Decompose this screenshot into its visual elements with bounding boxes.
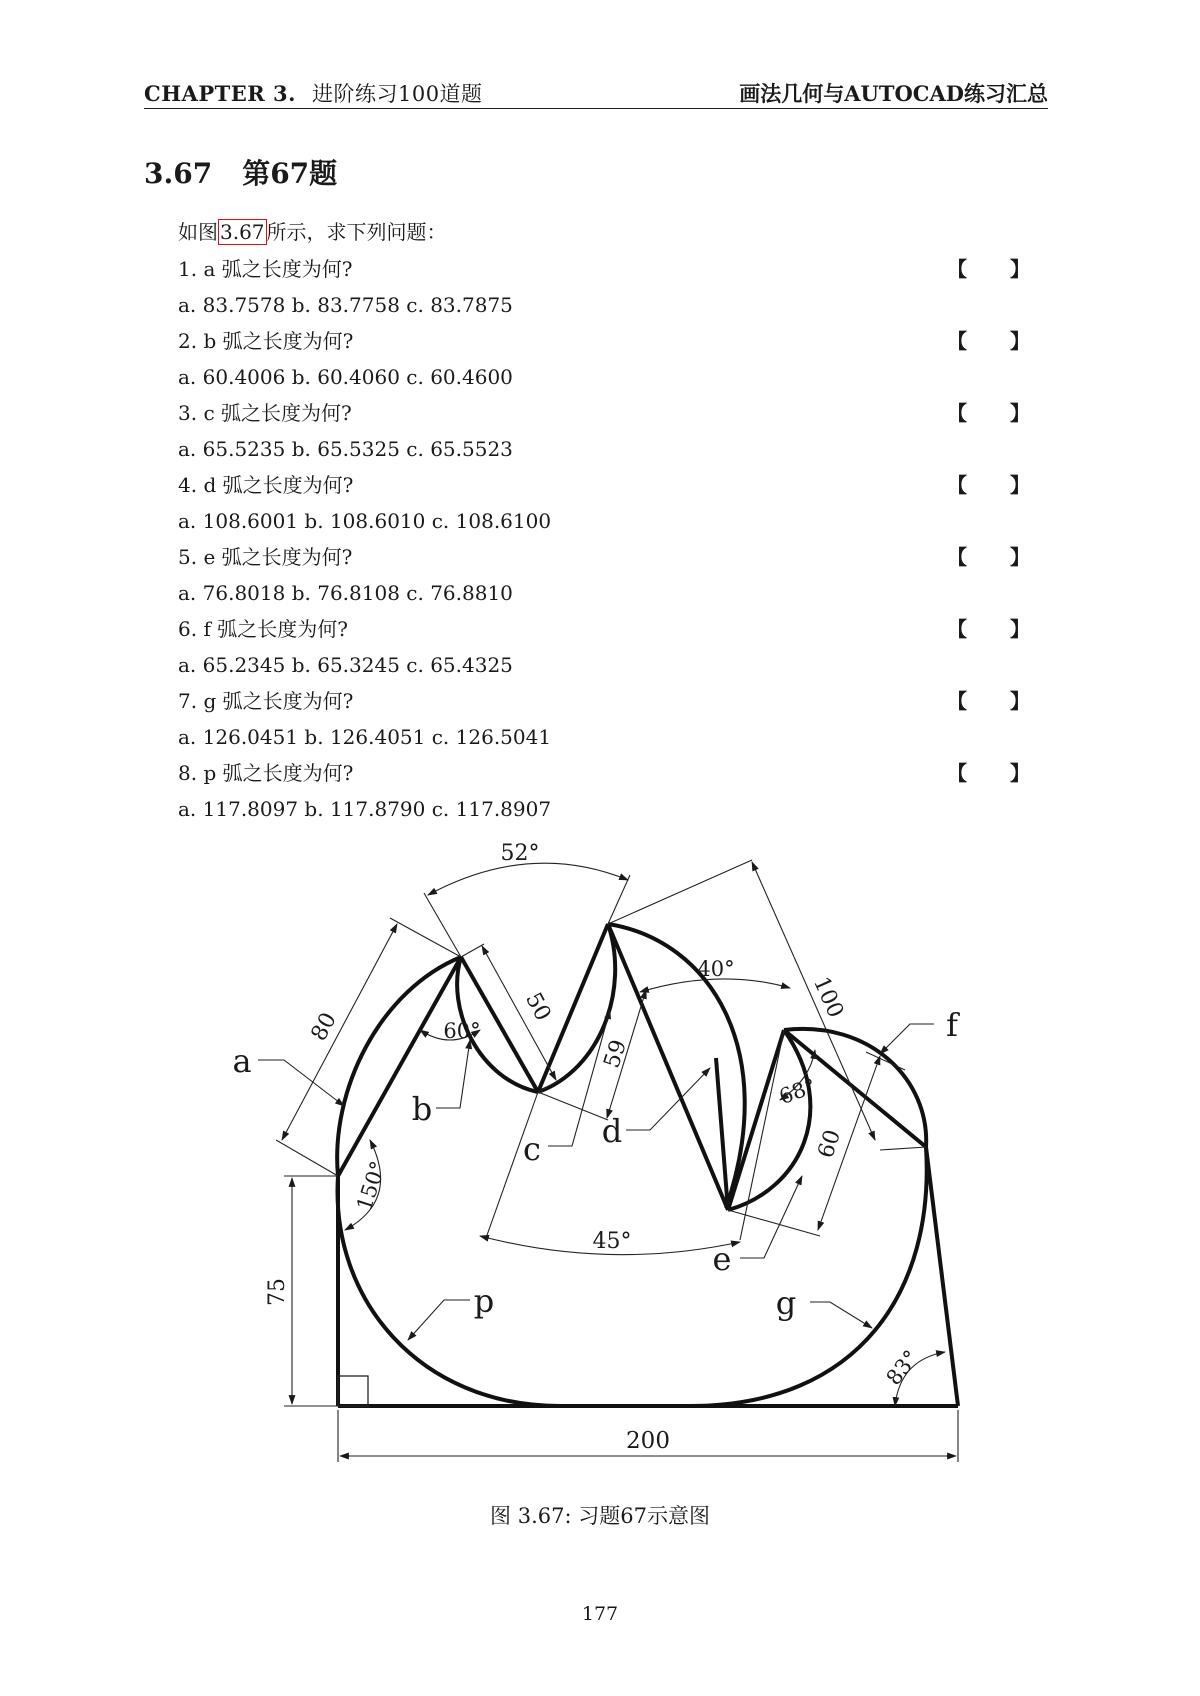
question-text: 4. d 弧之长度为何? (178, 473, 354, 497)
label-g: g (775, 1284, 797, 1322)
dim-40-text: 40° (697, 957, 735, 981)
dim-60-text: 60 (813, 1126, 847, 1162)
question-list (178, 216, 1048, 828)
dim52-ext-right (608, 875, 630, 924)
question-3-options: a. 65.5235 b. 65.5325 c. 65.5523 (178, 437, 513, 461)
label-f: f (946, 1006, 958, 1044)
dim52-arc (428, 863, 628, 895)
answer-bracket: 【 】 (947, 689, 1048, 713)
dim-100-text: 100 (807, 973, 848, 1022)
question-2 (178, 324, 1048, 360)
question-text: 2. b 弧之长度为何? (178, 329, 354, 353)
question-text: 8. p 弧之长度为何? (178, 761, 354, 785)
section-title: 第67题 (242, 157, 338, 190)
dim-60deg-text: 60° (443, 1019, 481, 1043)
running-header (144, 76, 1048, 109)
question-text: 7. g 弧之长度为何? (178, 689, 354, 713)
question-1-options: a. 83.7578 b. 83.7758 c. 83.7875 (178, 293, 513, 317)
question-8 (178, 756, 1048, 792)
leader-d (626, 1068, 710, 1130)
question-text: 3. c 弧之长度为何? (178, 401, 352, 425)
label-d: d (601, 1112, 623, 1150)
section-heading (144, 152, 337, 192)
answer-bracket: 【 】 (947, 401, 1048, 425)
dim-75-text: 75 (265, 1278, 290, 1306)
question-text: 5. e 弧之长度为何? (178, 545, 353, 569)
answer-bracket: 【 】 (947, 545, 1048, 569)
leader-f (880, 1024, 934, 1054)
question-7-options: a. 126.0451 b. 126.4051 c. 126.5041 (178, 725, 552, 749)
answer-bracket: 【 】 (947, 761, 1048, 785)
question-6 (178, 612, 1048, 648)
intro-prefix: 如图 (178, 220, 218, 244)
geometry-drawing (0, 820, 1200, 1480)
dim59-ext (538, 1092, 608, 1120)
dim45-ext2 (740, 1030, 784, 1240)
dim80-line (282, 924, 397, 1140)
question-8-options: a. 117.8097 b. 117.8790 c. 117.8907 (178, 797, 552, 821)
answer-bracket: 【 】 (947, 257, 1048, 281)
dim80-ext2 (276, 1140, 338, 1176)
dim-50-text: 50 (520, 988, 556, 1026)
leader-p (408, 1300, 470, 1340)
figure-reference-link[interactable]: 3.67 (220, 220, 265, 244)
label-e: e (712, 1240, 732, 1278)
leader-a (258, 1060, 344, 1106)
question-3 (178, 396, 1048, 432)
question-1 (178, 252, 1048, 288)
dim-80-text: 80 (306, 1008, 342, 1046)
question-4 (178, 468, 1048, 504)
question-5-options: a. 76.8018 b. 76.8108 c. 76.8810 (178, 581, 513, 605)
dim-200-text: 200 (626, 1428, 670, 1454)
dim100-ext2 (880, 1147, 926, 1150)
label-b: b (411, 1090, 433, 1128)
question-2-options: a. 60.4006 b. 60.4060 c. 60.4600 (178, 365, 513, 389)
dim-45-text: 45° (592, 1229, 632, 1254)
book-title: 画法几何与AUTOCAD练习汇总 (739, 81, 1048, 106)
dim-52-text: 52° (500, 841, 540, 866)
intro-suffix: 所示，求下列问题： (266, 220, 447, 244)
question-5 (178, 540, 1048, 576)
page-number: 177 (581, 1603, 619, 1625)
dim50-ext1 (461, 944, 484, 957)
question-text: 6. f 弧之长度为何? (178, 617, 348, 641)
dim-150-text: 150° (352, 1158, 391, 1214)
chapter-subtitle: 进阶练习100道题 (311, 82, 483, 106)
label-c: c (523, 1130, 541, 1168)
question-text: 1. a 弧之长度为何? (178, 257, 353, 281)
dim100-ext1 (608, 860, 752, 924)
section-number: 3.67 (144, 157, 213, 190)
answer-bracket: 【 】 (947, 473, 1048, 497)
arc-g (560, 1147, 927, 1406)
question-4-options: a. 108.6001 b. 108.6010 c. 108.6100 (178, 509, 552, 533)
label-a: a (232, 1042, 252, 1080)
label-p: p (473, 1282, 495, 1320)
question-7 (178, 684, 1048, 720)
figure-caption: 图 3.67: 习题67示意图 (490, 1504, 710, 1528)
dim-59-text: 59 (599, 1036, 633, 1072)
chapter-heading (144, 78, 483, 108)
right-angle-mark (338, 1376, 368, 1406)
chapter-label: CHAPTER 3. (144, 81, 296, 106)
answer-bracket: 【 】 (947, 617, 1048, 641)
question-6-options: a. 65.2345 b. 65.3245 c. 65.4325 (178, 653, 513, 677)
intro-line (178, 216, 1048, 252)
dim-83-text: 83° (881, 1345, 924, 1390)
leader-b (436, 1040, 470, 1108)
right-edge (926, 1147, 958, 1406)
outline-group (337, 924, 958, 1406)
leader-g (810, 1302, 872, 1328)
dim-68-text: 68° (776, 1073, 820, 1110)
answer-bracket: 【 】 (947, 329, 1048, 353)
